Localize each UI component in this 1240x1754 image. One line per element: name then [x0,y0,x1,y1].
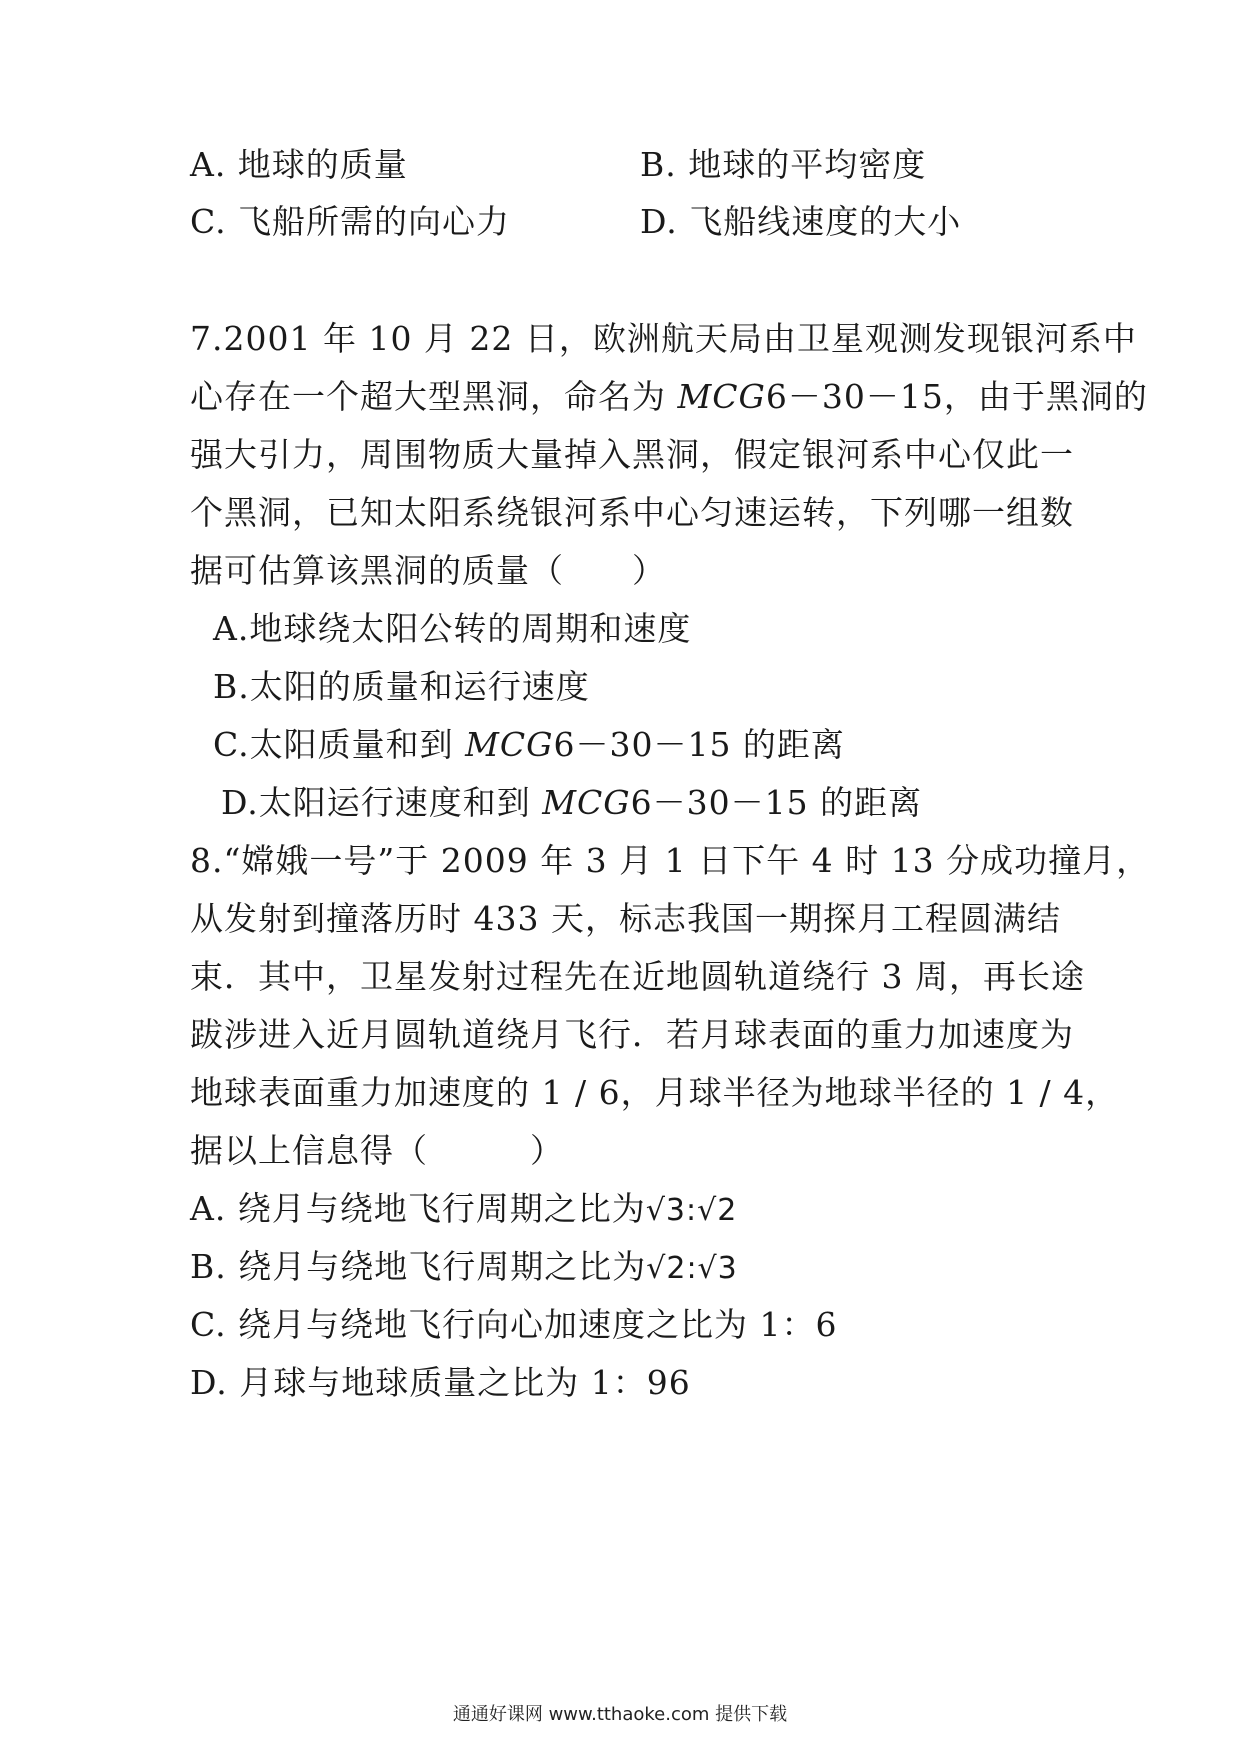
q7-stem-math: MCG [677,377,766,416]
q7-option-c-tail: 6－30－15 的距离 [553,725,845,764]
q7-option-d [221,783,922,823]
q7-option-a: A.地球绕太阳公转的周期和速度 [213,609,692,648]
q7-stem-line2-text: 心存在一个超大型黑洞，命名为 [190,377,678,416]
q7-option-c [213,725,845,765]
q6-option-b: B. 地球的平均密度 [640,145,927,184]
q6-option-d: D. 飞船线速度的大小 [640,202,962,241]
q8-option-b-text: B. 绕月与绕地飞行周期之比为 [190,1247,647,1286]
q8-option-b-math: √2:√3 [646,1251,738,1286]
q7-stem-line5: 据可估算该黑洞的质量（ ） [190,551,666,590]
q7-option-b: B.太阳的质量和运行速度 [213,667,590,706]
q8-stem-line2: 从发射到撞落历时 433 天，标志我国一期探月工程圆满结 [190,899,1061,938]
q6-option-c: C. 飞船所需的向心力 [190,202,511,241]
q7-option-d-math: MCG [542,783,631,822]
q8-option-b [190,1247,738,1289]
q6-option-a: A. 地球的质量 [190,145,408,184]
q7-option-d-tail: 6－30－15 的距离 [630,783,923,822]
q7-stem-line4: 个黑洞，已知太阳系绕银河系中心匀速运转，下列哪一组数 [190,493,1074,532]
q8-option-c: C. 绕月与绕地飞行向心加速度之比为 1：6 [190,1305,838,1344]
q7-stem-line2-tail: 6－30－15，由于黑洞的 [765,377,1148,416]
q7-stem-line1: 7.2001 年 10 月 22 日，欧洲航天局由卫星观测发现银河系中 [190,319,1137,358]
q8-stem-line1: 8.“嫦娥一号”于 2009 年 3 月 1 日下午 4 时 13 分成功撞月， [190,841,1151,880]
q7-stem-line2 [190,377,1148,417]
q8-stem-line3: 束．其中，卫星发射过程先在近地圆轨道绕行 3 周，再长途 [190,957,1085,996]
q7-option-c-math: MCG [465,725,554,764]
q8-option-a [190,1189,737,1231]
page-footer: 通通好课网 www.tthaoke.com 提供下载 [452,1704,788,1725]
q7-stem-line3: 强大引力，周围物质大量掉入黑洞，假定银河系中心仅此一 [190,435,1074,474]
q7-option-d-text: D.太阳运行速度和到 [221,783,543,822]
q8-stem-line6: 据以上信息得（ ） [190,1131,564,1170]
q8-stem-line5: 地球表面重力加速度的 1 / 6，月球半径为地球半径的 1 / 4， [190,1073,1120,1112]
q8-option-a-math: √3:√2 [645,1193,738,1228]
q8-stem-line4: 跋涉进入近月圆轨道绕月飞行．若月球表面的重力加速度为 [190,1015,1074,1054]
q8-option-a-text: A. 绕月与绕地飞行周期之比为 [190,1189,646,1228]
q8-option-d: D. 月球与地球质量之比为 1：96 [190,1363,691,1402]
q7-option-c-text: C.太阳质量和到 [213,725,466,764]
